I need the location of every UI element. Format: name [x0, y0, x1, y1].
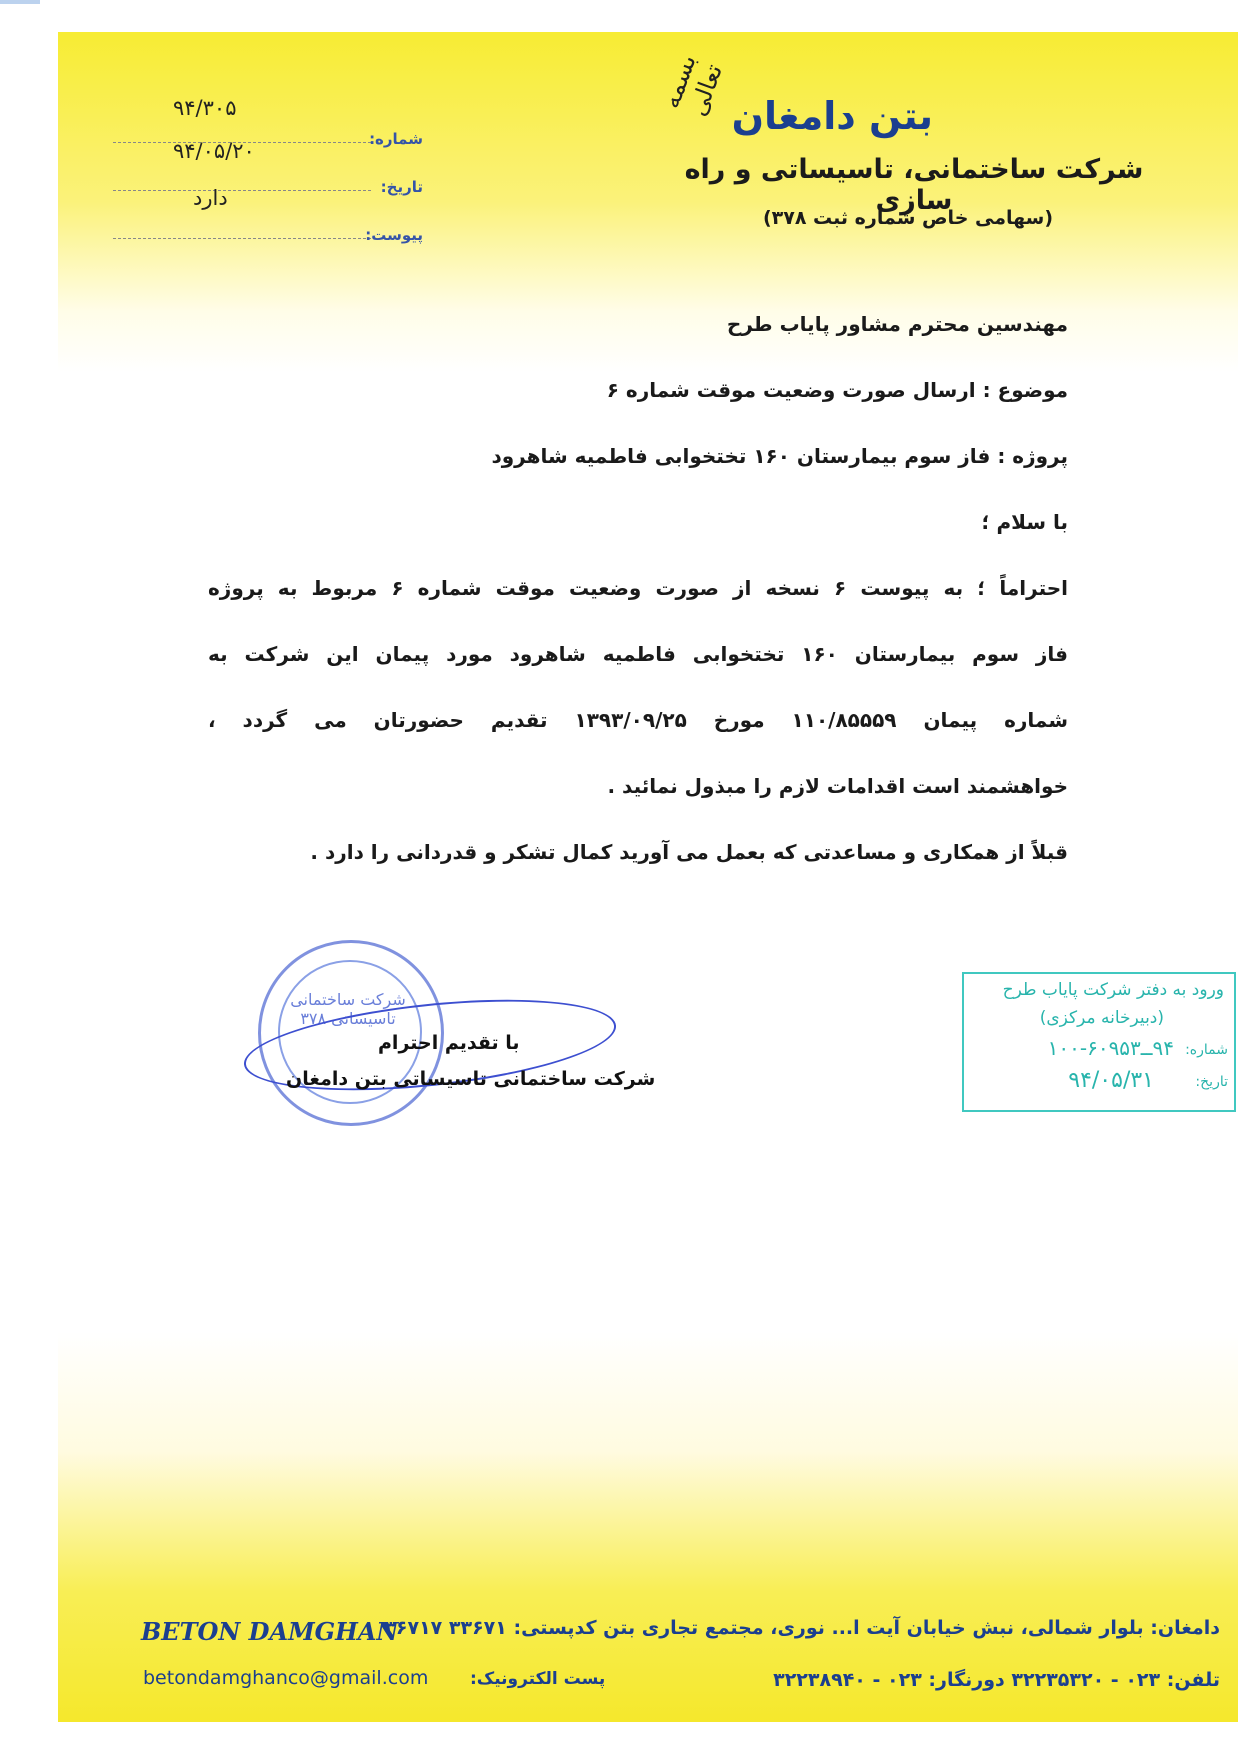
meta-attachment-line — [113, 238, 371, 239]
signature-company: شرکت ساختمانی تاسیساتی بتن دامغان — [286, 1068, 656, 1090]
receipt-stamp-date-value: ۹۴/۰۵/۳۱ — [1068, 1068, 1154, 1093]
meta-attachment-line-row — [113, 204, 423, 244]
body-line-3: شماره پیمان ۱۱۰/۸۵۵۵۹ مورخ ۱۳۹۳/۰۹/۲۵ تقدیم حضورتان می گردد ، — [208, 708, 1068, 732]
greeting: با سلام ؛ — [981, 510, 1068, 534]
receipt-stamp — [962, 972, 1236, 1112]
meta-number-label: شماره: — [369, 130, 423, 148]
meta-attachment-value: دارد — [193, 186, 228, 210]
footer-email-label: پست الکترونیک: — [470, 1669, 606, 1689]
closing-text: با تقدیم احترام — [378, 1032, 520, 1054]
top-edge-mark — [0, 0, 40, 4]
footer-phone: تلفن: ۰۲۳ - ۳۲۲۳۵۳۲۰ دورنگار: ۰۲۳ - ۳۲۲۳۸۹۴۰ — [773, 1669, 1220, 1691]
bismillah-calligraphy: بسمه تعالی — [656, 50, 728, 120]
meta-date-label: تاریخ: — [380, 178, 423, 196]
receipt-stamp-title: ورود به دفتر شرکت پایاب طرح — [1002, 980, 1224, 1000]
body-line-1: احتراماً ؛ به پیوست ۶ نسخه از صورت وضعیت موقت شماره ۶ مربوط به پروژه — [208, 576, 1069, 600]
receipt-stamp-number-value: ۹۴ــ۶۰۹۵۳-۱۰۰ — [1047, 1036, 1174, 1060]
receipt-stamp-subtitle: (دبیرخانه مرکزی) — [1039, 1008, 1164, 1028]
registration-number: (سهامی خاص شماره ثبت ۳۷۸) — [762, 207, 1054, 229]
body-line-4: خواهشمند است اقدامات لازم را مبذول نمائید . — [607, 774, 1068, 798]
company-seal-text: شرکت ساختمانی تاسیساتی ۳۷۸ — [290, 990, 406, 1028]
footer-email[interactable]: betondamghanco@gmail.com — [143, 1667, 429, 1689]
meta-date-value: ۹۴/۰۵/۲۰ — [173, 139, 255, 163]
receipt-stamp-date-label: تاریخ: — [1195, 1074, 1228, 1090]
receipt-stamp-number-label: شماره: — [1185, 1042, 1228, 1058]
project: پروژه : فاز سوم بیمارستان ۱۶۰ تختخوابی فاطمیه شاهرود — [491, 444, 1068, 468]
recipient: مهندسین محترم مشاور پایاب طرح — [726, 312, 1068, 336]
company-name: شرکت ساختمانی، تاسیساتی و راه سازی — [684, 154, 1144, 216]
letterhead-page — [58, 32, 1238, 1722]
brand-name: بتن دامغان — [731, 94, 933, 138]
meta-number-value: ۹۴/۳۰۵ — [173, 96, 237, 120]
footer-brand-english: BETON DAMGHAN — [141, 1617, 399, 1646]
subject: موضوع : ارسال صورت وضعیت موقت شماره ۶ — [606, 378, 1068, 402]
body-line-2: فاز سوم بیمارستان ۱۶۰ تختخوابی فاطمیه شاهرود مورد پیمان این شرکت به — [208, 642, 1069, 666]
body-line-5: قبلاً از همکاری و مساعدتی که بعمل می آورید کمال تشکر و قدردانی را دارد . — [310, 840, 1068, 864]
meta-attachment-label: پیوست: — [365, 226, 423, 244]
footer-address: دامغان: بلوار شمالی، نبش خیابان آیت ا... نوری، مجتمع تجاری بتن کدپستی: ۳۳۶۷۱ ۳۶۷۱۷ — [384, 1617, 1220, 1639]
